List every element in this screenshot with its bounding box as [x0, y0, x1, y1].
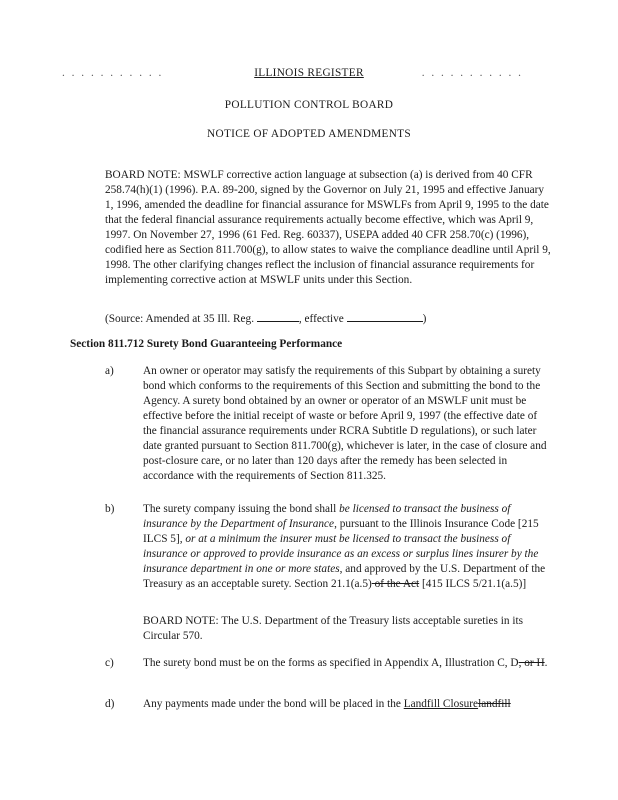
deleted-text: , or H [518, 657, 545, 669]
statutory-italic-run: be licensed to transact the business of insurance by the Department of Insurance [143, 503, 511, 530]
subsection-b [105, 502, 551, 592]
subsection-text [143, 656, 551, 671]
notice-title: NOTICE OF ADOPTED AMENDMENTS [207, 128, 411, 140]
board-title: POLLUTION CONTROL BOARD [224, 99, 394, 111]
subsection-label: a) [105, 365, 114, 377]
treasury-board-note: BOARD NOTE: The U.S. Department of the Treasury lists acceptable sureties in its Circular 570. [143, 615, 524, 642]
text-run: , and approved by the U.S. Department of the Treasury as an acceptable surety. Section 21.1(a.5) [143, 563, 546, 590]
source-suffix: ) [422, 313, 427, 325]
text-run: . [544, 657, 548, 669]
text-run: , pursuant to the Illinois Insurance Code [215 ILCS 5] [143, 518, 539, 545]
subsection-label: b) [105, 503, 115, 515]
effective-blank [347, 310, 423, 322]
subsection-c [105, 656, 551, 671]
header-right-text: . . . . . . . . . . . [421, 67, 523, 79]
source-middle: , effective [298, 313, 347, 325]
subsection-label: c) [105, 657, 114, 669]
text-run: The surety company issuing the bond shall [143, 503, 340, 515]
text-run: The surety bond must be on the forms as specified in Appendix A, Illustration C, D [143, 657, 519, 669]
reg-blank [257, 310, 299, 322]
subsection-label: d) [105, 698, 115, 710]
text-run: [415 ILCS 5/21.1(a.5)] [419, 578, 527, 590]
board-note: BOARD NOTE: MSWLF corrective action language at subsection (a) is derived from 40 CFR 258.74(h)(1) (1996). P.A. 89-200, signed by the Governor on July 21, 1995 and effective January 1, 1996, amended the deadline for financial assurance for MSWLFs from April 9, 1995 to the date that the federal financial assurance requirements actually become effective, which was April 9, 1997. On November 27, 1996 (61 Fed. Reg. 60337), USEPA added 40 CFR 258.70(c) (1996), codified here as Section 811.700(g), to allow states to waive the compliance deadline until April 9, 1998. The other clarifying changes reflect the inclusion of financial assurance requirements for implementing corrective action at MSWLF units under this Section. [105, 169, 551, 286]
deleted-text: of the Act [371, 578, 420, 590]
source-prefix: (Source: Amended at 35 Ill. Reg. [105, 313, 257, 325]
subsection-d [105, 697, 551, 712]
register-title: ILLINOIS REGISTER [254, 67, 364, 79]
subsection-text [143, 697, 551, 712]
source-note [105, 310, 551, 327]
subsection-text [143, 502, 551, 592]
deleted-text: landfill [478, 698, 511, 710]
subsection-a [105, 364, 551, 484]
statutory-italic-run: , or at a minimum the insurer must be licensed to transact the business of insurance or approved to provide insurance as an excess or surplus lines insurer by the insurance department in one or more states [143, 533, 539, 575]
text-run: Any payments made under the bond will be placed in the [143, 698, 404, 710]
section-heading: Section 811.712 Surety Bond Guaranteeing Performance [70, 338, 343, 350]
header-left-text: . . . . . . . . . . . [62, 67, 164, 79]
subsection-text: An owner or operator may satisfy the requirements of this Subpart by obtaining a surety bond which conforms to the requirements of this Section and submitting the bond to the Agency. A surety bond obtained by an owner or operator of an MSWLF unit must be effective before the initial receipt of waste or before April 9, 1997 (the effective date of the financial assurance requirements under RCRA Subtitle D regulations), or such later date granted pursuant to Section 811.700(g), whichever is later, in the case of closure and post-closure care, or no later than 120 days after the remedy has been selected in accordance with the requirements of Section 811.325. [143, 365, 547, 482]
inserted-text: Landfill Closure [403, 698, 479, 710]
